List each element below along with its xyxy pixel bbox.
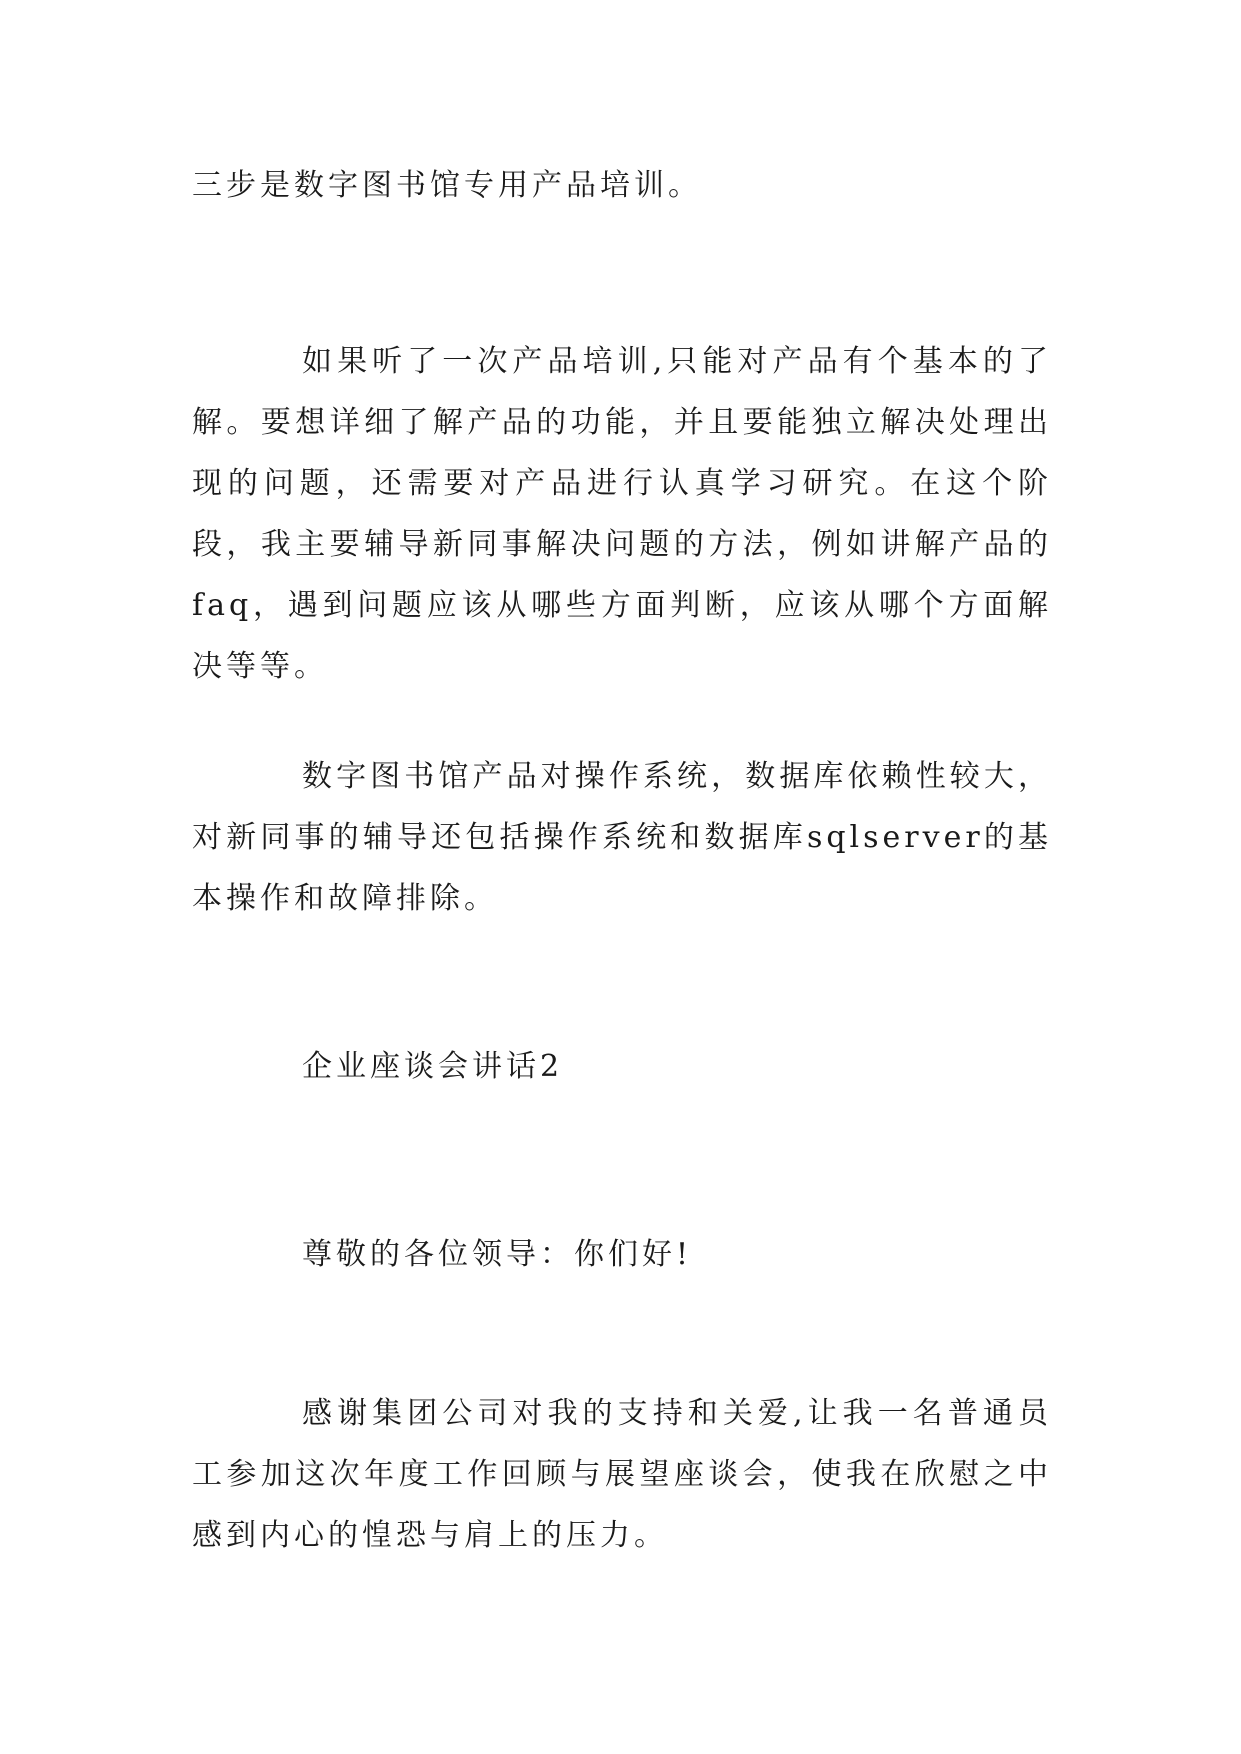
paragraph-thanks: 感谢集团公司对我的支持和关爱,让我一名普通员工参加这次年度工作回顾与展望座谈会，使我在欣慰之中感到内心的惶恐与肩上的压力。 <box>192 1396 1052 1553</box>
salutation: 尊敬的各位领导：你们好! <box>302 1237 693 1272</box>
paragraph-product-training: 如果听了一次产品培训,只能对产品有个基本的了解。要想详细了解产品的功能，并且要能独立解决处理出现的问题，还需要对产品进行认真学习研究。在这个阶段，我主要辅导新同事解决问题的方法，例如讲解产品的faq，遇到问题应该从哪些方面判断，应该从哪个方面解决等等。 <box>192 344 1052 684</box>
paragraph-continuation: 三步是数字图书馆专用产品培训。 <box>192 168 702 203</box>
section-title: 企业座谈会讲话2 <box>302 1049 564 1084</box>
paragraph-os-database: 数字图书馆产品对操作系统，数据库依赖性较大，对新同事的辅导还包括操作系统和数据库sqlserver的基本操作和故障排除。 <box>192 759 1052 916</box>
